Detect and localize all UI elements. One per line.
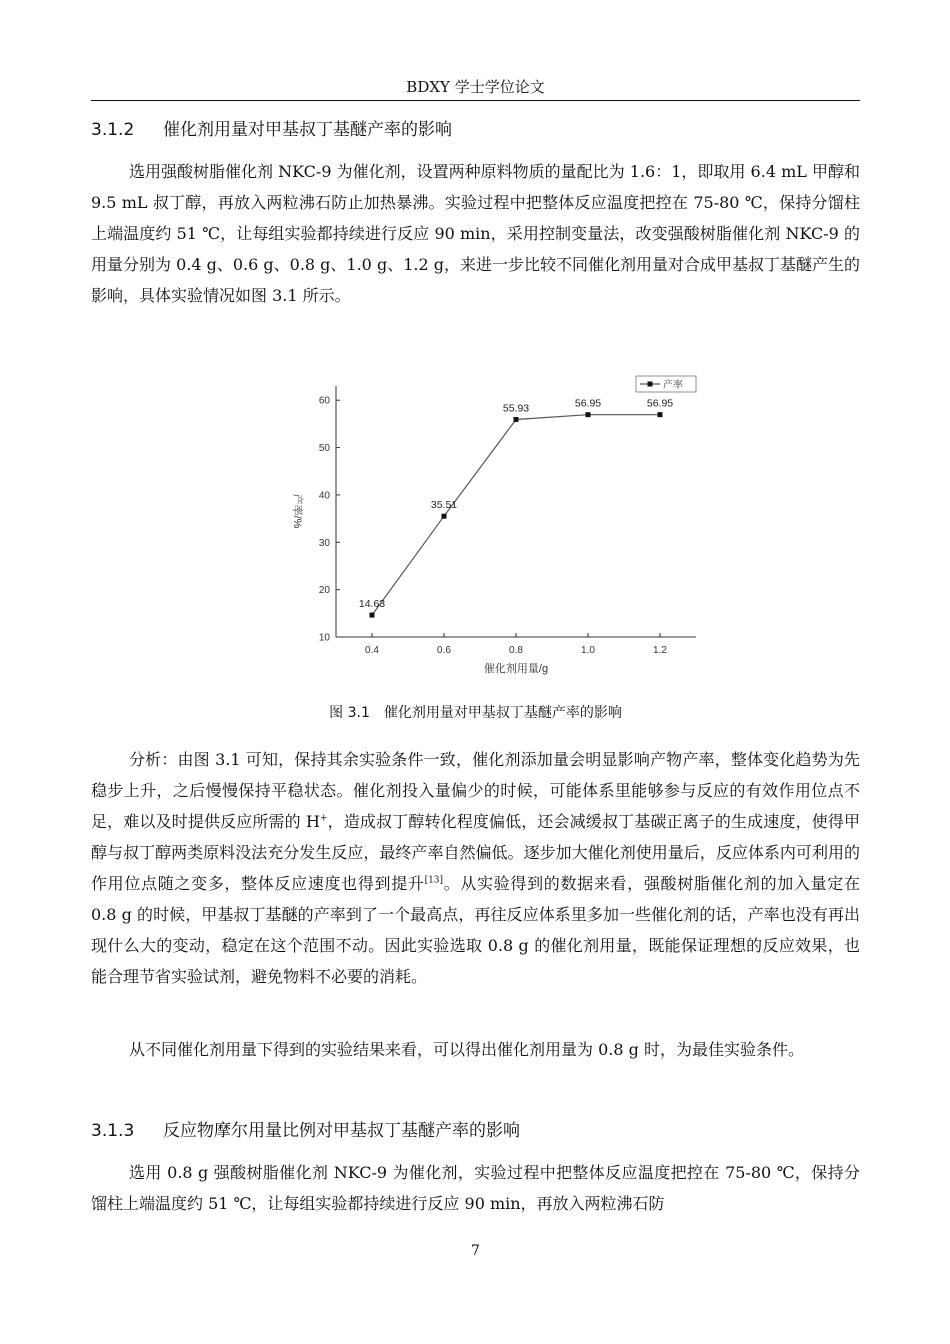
superscript-h-plus: + bbox=[319, 813, 328, 824]
analysis-text-2: ，造成叔丁醇转化程度偏低，还会减缓叔丁基碳正离子的生成速度，使得甲醇与叔丁醇两类原料没法充分发生反应，最终产率自然偏低。逐步加大催化剂使用量后，反应体系内可利用的作用位点随之变多，整体反应速度也得到提升 bbox=[91, 812, 860, 893]
figure-caption: 图 3.1 催化剂用量对甲基叔丁基醚产率的影响 bbox=[329, 705, 622, 721]
citation-13: [13] bbox=[424, 875, 444, 886]
chart-axes bbox=[336, 386, 696, 637]
series-line-yield bbox=[372, 415, 660, 615]
data-label: 35.51 bbox=[430, 499, 458, 512]
y-ticks bbox=[319, 396, 340, 644]
section-title: 催化剂用量对甲基叔丁基醚产率的影响 bbox=[163, 120, 452, 140]
analysis-text-3: 。从实验得到的数据来看，强酸树脂催化剂的加入量定在 0.8 g 的时候，甲基叔丁基醚的产率到了一个最高点，再往反应体系里多加一些催化剂的话，产率也没有再出现什么大的变动，稳定在这个范围不动。因此实验选取 0.8 g 的催化剂用量，既能保证理想的反应效果，也能合理节省实验试剂，避免物料不必要的消耗。 bbox=[91, 874, 860, 986]
paragraph-conclusion: 从不同催化剂用量下得到的实验结果来看，可以得出催化剂用量为 0.8 g 时，为最佳实验条件。 bbox=[129, 1040, 804, 1059]
paragraph-analysis bbox=[91, 744, 860, 992]
y-tick-label: 40 bbox=[318, 490, 330, 502]
page-number: 7 bbox=[471, 1243, 480, 1259]
x-ticks bbox=[365, 633, 667, 656]
data-point bbox=[370, 613, 375, 618]
y-tick-label: 30 bbox=[318, 537, 330, 549]
series-markers bbox=[370, 412, 663, 617]
data-label: 56.95 bbox=[574, 397, 602, 410]
section-number: 3.1.2 bbox=[91, 120, 135, 140]
section-title: 反应物摩尔用量比例对甲基叔丁基醚产率的影响 bbox=[163, 1121, 520, 1141]
analysis-text-1: 分析：由图 3.1 可知，保持其余实验条件一致，催化剂添加量会明显影响产物产率，整体变化趋势为先稳步上升，之后慢慢保持平稳状态。催化剂投入量偏少的时候，可能体系里能够参与反应的有效作用位点不足，难以及时提供反应所需的 H bbox=[91, 750, 860, 831]
x-tick-label: 1.0 bbox=[581, 645, 595, 656]
y-tick-label: 60 bbox=[318, 395, 330, 407]
section-number: 3.1.3 bbox=[91, 1121, 135, 1141]
x-tick-label: 0.8 bbox=[509, 645, 523, 656]
yield-vs-catalyst-chart bbox=[276, 364, 706, 682]
paragraph-molar-ratio-intro: 选用 0.8 g 强酸树脂催化剂 NKC-9 为催化剂，实验过程中把整体反应温度把控在 75-80 ℃，保持分馏柱上端温度约 51 ℃，让每组实验都持续进行反应 90 min，再放入两粒沸石防 bbox=[91, 1163, 860, 1213]
legend-marker-swatch bbox=[648, 382, 653, 387]
x-tick-label: 0.4 bbox=[365, 645, 379, 656]
x-tick-label: 1.2 bbox=[653, 645, 667, 656]
section-heading-3-1-3 bbox=[91, 1119, 520, 1143]
header-rule bbox=[91, 100, 860, 101]
paragraph-method: 选用强酸树脂催化剂 NKC-9 为催化剂，设置两种原料物质的量配比为 1.6：1，即取用 6.4 mL 甲醇和 9.5 mL 叔丁醇，再放入两粒沸石防止加热暴沸。实验过程中把整体反应温度把控在 75-80 ℃，保持分馏柱上端温度约 51 ℃，让每组实验都持续进行反应 90 min，采用控制变量法，改变强酸树脂催化剂 NKC-9 的用量分别为 0.4 g、0.6 g、0.8 g、1.0 g、1.2 g，来进一步比较不同催化剂用量对合成甲基叔丁基醚产生的影响，具体实验情况如图 3.1 所示。 bbox=[91, 162, 860, 305]
data-point bbox=[514, 417, 519, 422]
data-labels bbox=[359, 398, 673, 610]
y-tick-label: 20 bbox=[318, 585, 330, 597]
data-label: 55.93 bbox=[502, 402, 530, 415]
data-label: 14.63 bbox=[358, 598, 386, 611]
data-point bbox=[658, 412, 663, 417]
x-axis-label: 催化剂用量/g bbox=[483, 663, 549, 675]
y-axis-label: 产率/% bbox=[291, 493, 303, 529]
data-point bbox=[442, 514, 447, 519]
y-tick-label: 50 bbox=[318, 443, 330, 455]
legend bbox=[636, 376, 696, 392]
data-label: 56.95 bbox=[646, 397, 674, 410]
y-tick-label: 10 bbox=[318, 632, 330, 644]
section-heading-3-1-2 bbox=[91, 118, 452, 142]
x-tick-label: 0.6 bbox=[437, 645, 451, 656]
legend-entry-yield: 产率 bbox=[663, 380, 683, 391]
data-point bbox=[586, 412, 591, 417]
running-header: BDXY 学士学位论文 bbox=[406, 78, 545, 96]
